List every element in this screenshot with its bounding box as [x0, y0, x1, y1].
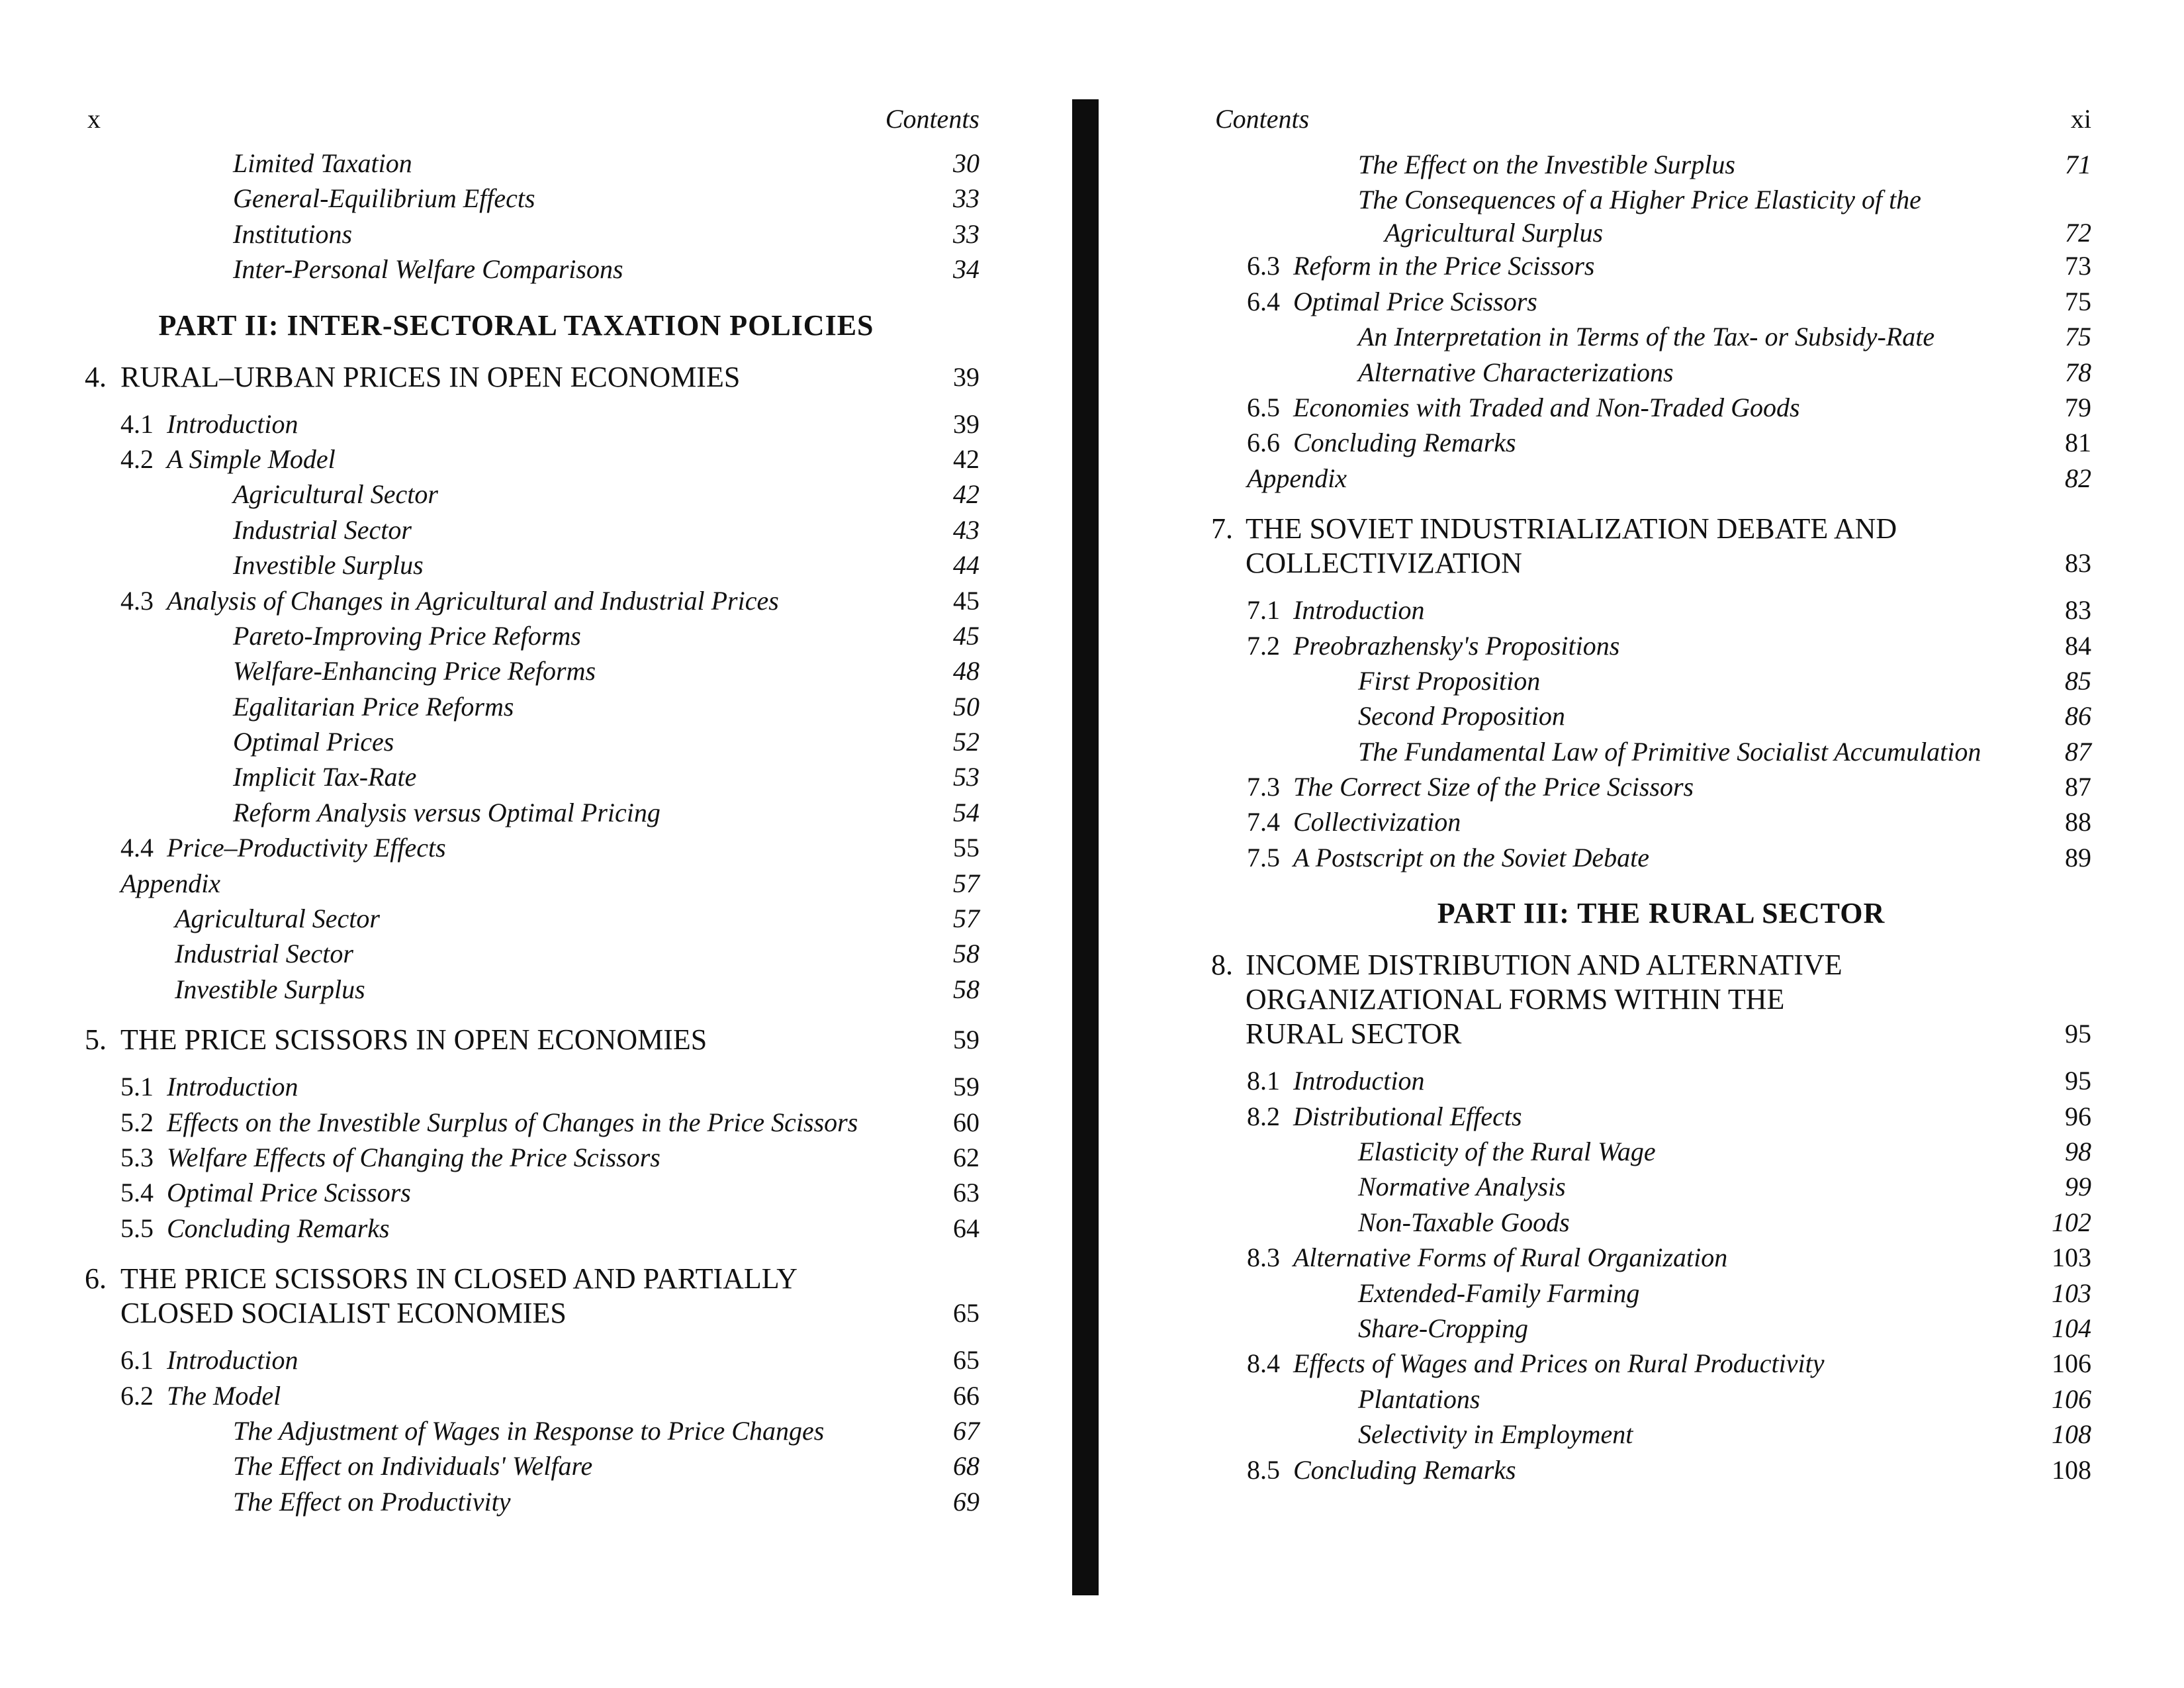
section-number: 6.5	[1247, 392, 1280, 422]
page-ref: 96	[2065, 1101, 2091, 1131]
section-entry	[0, 1342, 1059, 1378]
subsection-entry	[0, 972, 1059, 1007]
part-title: PART II: INTER-SECTORAL TAXATION POLICIES	[158, 308, 874, 342]
section-entry	[1099, 425, 2184, 460]
page-ref: 95	[2065, 1019, 2091, 1049]
subsection-entry	[0, 1413, 1059, 1448]
chapter-number: 6.	[85, 1262, 107, 1295]
section-entry	[1099, 1240, 2184, 1275]
section-title: Introduction	[167, 408, 298, 439]
section-entry	[1099, 592, 2184, 628]
chapter-title-line: RURAL–URBAN PRICES IN OPEN ECONOMIES	[120, 360, 741, 393]
chapter-title-line: COLLECTIVIZATION	[1246, 547, 1522, 580]
toc-list	[0, 146, 1059, 1519]
page-ref: 58	[953, 974, 979, 1004]
subsection-title: Reform Analysis versus Optimal Pricing	[233, 797, 660, 827]
subsection-title: Agricultural Sector	[233, 479, 438, 510]
page-ref: 60	[953, 1107, 979, 1137]
subsection-entry	[0, 1448, 1059, 1483]
page-ref: 81	[2065, 428, 2091, 458]
subsection-entry	[0, 477, 1059, 512]
section-number: 7.1	[1247, 595, 1280, 626]
subsection-entry	[0, 724, 1059, 759]
subsection-title: Industrial Sector	[233, 514, 412, 545]
subsection-entry	[1099, 1276, 2184, 1311]
subsection-title: The Effect on the Investible Surplus	[1358, 150, 1735, 179]
page-ref: 43	[953, 514, 979, 545]
subsection-title-line: Agricultural Surplus	[1385, 218, 1604, 248]
section-entry	[0, 1211, 1059, 1246]
section-number: 8.4	[1247, 1348, 1280, 1379]
chapter-title-line: CLOSED SOCIALIST ECONOMIES	[120, 1297, 567, 1330]
page-ref: 57	[953, 868, 979, 898]
section-title: Economies with Traded and Non-Traded Goods	[1293, 392, 1800, 422]
section-title: Optimal Price Scissors	[167, 1178, 411, 1208]
subsection-entry	[1099, 1169, 2184, 1204]
subsection-entry	[1099, 1417, 2184, 1452]
subsection-entry	[0, 181, 1059, 216]
subsection-entry	[1099, 1382, 2184, 1417]
section-entry	[1099, 1346, 2184, 1381]
subsection-entry	[0, 689, 1059, 724]
section-entry	[0, 830, 1059, 865]
subsection-title: Normative Analysis	[1358, 1172, 1566, 1202]
chapter-title-line: ORGANIZATIONAL FORMS WITHIN THE	[1246, 983, 1785, 1016]
section-number: 4.2	[120, 444, 154, 474]
subsection-title: Agricultural Sector	[175, 904, 380, 934]
subsection-entry	[0, 653, 1059, 688]
page-ref: 52	[953, 727, 979, 757]
right-page	[1099, 0, 2184, 1688]
section-title: Price–Productivity Effects	[167, 833, 446, 863]
subsection-title: Welfare-Enhancing Price Reforms	[233, 656, 596, 686]
section-entry	[0, 1140, 1059, 1175]
page-ref: 65	[953, 1298, 979, 1329]
section-number: 6.3	[1247, 251, 1280, 281]
toc-list	[1099, 147, 2184, 1487]
subsection-title: Extended-Family Farming	[1358, 1278, 1640, 1308]
page-ref: 106	[2052, 1383, 2091, 1414]
chapter-entry	[0, 1262, 1059, 1336]
subsection-entry	[1099, 147, 2184, 182]
page-ref: 63	[953, 1178, 979, 1208]
page-ref: 44	[953, 550, 979, 581]
section-number: 5.5	[120, 1213, 154, 1243]
page-ref: 64	[953, 1213, 979, 1243]
left-page	[0, 0, 1059, 1688]
section-number: 7.2	[1247, 630, 1280, 661]
page-ref: 53	[953, 762, 979, 792]
section-number: 8.1	[1247, 1066, 1280, 1096]
page-ref: 103	[2052, 1243, 2091, 1273]
subsection-title: Alternative Characterizations	[1358, 357, 1674, 387]
page-ref: 78	[2065, 357, 2091, 387]
page-number: xi	[2070, 104, 2091, 134]
page-ref: 39	[953, 408, 979, 439]
section-number: 8.3	[1247, 1243, 1280, 1273]
page-ref: 45	[953, 620, 979, 651]
chapter-number: 5.	[85, 1023, 107, 1056]
page-ref: 66	[953, 1380, 979, 1411]
chapter-number: 8.	[1211, 949, 1233, 982]
section-title: Collectivization	[1293, 807, 1461, 837]
subsection-entry	[1099, 734, 2184, 769]
page-ref: 85	[2065, 665, 2091, 696]
section-entry	[1099, 1099, 2184, 1134]
section-title: Preobrazhensky's Propositions	[1293, 630, 1620, 661]
page-ref: 73	[2065, 251, 2091, 281]
subsection-title: The Effect on Productivity	[233, 1486, 511, 1517]
section-title: Introduction	[1293, 1066, 1425, 1096]
section-title: Reform in the Price Scissors	[1293, 251, 1595, 281]
chapter-title-line: THE PRICE SCISSORS IN CLOSED AND PARTIALLY	[120, 1262, 798, 1295]
page-ref: 98	[2065, 1137, 2091, 1167]
page-ref: 95	[2065, 1066, 2091, 1096]
subsection-title: General-Equilibrium Effects	[233, 183, 535, 214]
subsection-entry	[1099, 663, 2184, 698]
appendix-entry	[1099, 461, 2184, 496]
section-entry	[1099, 840, 2184, 875]
part-title: PART III: THE RURAL SECTOR	[1437, 897, 1886, 930]
section-title: Distributional Effects	[1293, 1101, 1522, 1131]
subsection-entry	[0, 547, 1059, 583]
section-entry	[0, 1105, 1059, 1140]
section-number: 8.2	[1247, 1101, 1280, 1131]
part-heading	[0, 307, 1059, 344]
section-title: Concluding Remarks	[1293, 428, 1516, 458]
page-ref: 59	[953, 1025, 979, 1055]
subsection-entry	[0, 936, 1059, 971]
section-title: Introduction	[1293, 595, 1425, 626]
section-entry	[0, 406, 1059, 442]
section-entry	[1099, 1452, 2184, 1487]
section-entry	[0, 442, 1059, 477]
subsection-title: Industrial Sector	[175, 939, 353, 969]
section-title: A Simple Model	[167, 444, 336, 474]
page-ref: 104	[2052, 1313, 2091, 1343]
page-ref: 34	[953, 254, 979, 285]
subsection-title: Limited Taxation	[233, 148, 412, 178]
subsection-title: Non-Taxable Goods	[1358, 1207, 1570, 1237]
subsection-entry	[0, 252, 1059, 287]
page-ref: 39	[953, 361, 979, 392]
page-ref: 102	[2052, 1207, 2091, 1237]
page-ref: 55	[953, 833, 979, 863]
appendix-entry	[0, 866, 1059, 901]
section-entry	[0, 1069, 1059, 1104]
page-ref: 68	[953, 1451, 979, 1481]
section-title: A Postscript on the Soviet Debate	[1293, 842, 1650, 872]
page-ref: 83	[2065, 548, 2091, 579]
subsection-title: The Adjustment of Wages in Response to Price Changes	[233, 1415, 825, 1446]
subsection-entry	[1099, 1205, 2184, 1240]
section-entry	[1099, 628, 2184, 663]
page-ref: 108	[2052, 1419, 2091, 1450]
page-ref: 57	[953, 904, 979, 934]
section-number: 5.1	[120, 1072, 154, 1102]
section-title: The Correct Size of the Price Scissors	[1293, 772, 1694, 802]
page-number: x	[87, 104, 101, 134]
page-ref: 67	[953, 1415, 979, 1446]
subsection-entry	[1099, 1134, 2184, 1169]
chapter-entry	[0, 1023, 1059, 1062]
subsection-entry	[0, 216, 1059, 252]
subsection-title: Institutions	[233, 218, 353, 249]
chapter-title-line: THE SOVIET INDUSTRIALIZATION DEBATE AND	[1246, 512, 1897, 545]
page-ref: 30	[953, 148, 979, 178]
chapter-title-line: INCOME DISTRIBUTION AND ALTERNATIVE	[1246, 949, 1843, 982]
page-ref: 69	[953, 1486, 979, 1517]
book-gutter	[1072, 99, 1099, 1595]
subsection-title: Second Proposition	[1358, 701, 1565, 731]
appendix-title: Appendix	[1247, 463, 1347, 493]
page-ref: 75	[2065, 286, 2091, 316]
page-ref: 59	[953, 1072, 979, 1102]
subsection-entry	[1099, 355, 2184, 390]
subsection-title: The Fundamental Law of Primitive Socialist Accumulation	[1358, 736, 1981, 767]
section-number: 7.3	[1247, 772, 1280, 802]
subsection-entry	[1099, 182, 2184, 248]
subsection-entry	[0, 618, 1059, 653]
section-number: 4.1	[120, 408, 154, 439]
page-ref: 83	[2065, 595, 2091, 626]
section-number: 5.4	[120, 1178, 154, 1208]
section-title: Introduction	[167, 1072, 298, 1102]
section-entry	[1099, 248, 2184, 283]
page-ref: 84	[2065, 630, 2091, 661]
running-head: Contents	[885, 104, 979, 134]
chapter-title-line: RURAL SECTOR	[1246, 1017, 1462, 1051]
page-ref: 82	[2065, 463, 2091, 493]
page-ref: 75	[2065, 322, 2091, 352]
page-ref: 33	[953, 218, 979, 249]
page-ref: 72	[2065, 218, 2091, 248]
section-number: 5.2	[120, 1107, 154, 1137]
page-ref: 99	[2065, 1172, 2091, 1202]
section-entry	[1099, 1063, 2184, 1098]
section-title: Effects of Wages and Prices on Rural Productivity	[1293, 1348, 1825, 1379]
section-entry	[1099, 390, 2184, 425]
subsection-title: Elasticity of the Rural Wage	[1358, 1137, 1656, 1167]
page-ref: 88	[2065, 807, 2091, 837]
subsection-title: Pareto-Improving Price Reforms	[233, 620, 581, 651]
page-ref: 62	[953, 1142, 979, 1172]
page-ref: 65	[953, 1345, 979, 1376]
section-entry	[1099, 769, 2184, 804]
subsection-entry	[0, 1484, 1059, 1519]
subsection-title: Investible Surplus	[175, 974, 365, 1004]
subsection-title: Investible Surplus	[233, 550, 424, 581]
page-ref: 89	[2065, 842, 2091, 872]
page-ref: 86	[2065, 701, 2091, 731]
subsection-title: First Proposition	[1358, 665, 1541, 696]
page-ref: 58	[953, 939, 979, 969]
section-number: 6.2	[120, 1380, 154, 1411]
section-title: Concluding Remarks	[167, 1213, 390, 1243]
section-number: 6.4	[1247, 286, 1280, 316]
subsection-title: Share-Cropping	[1358, 1313, 1529, 1343]
section-number: 5.3	[120, 1142, 154, 1172]
subsection-entry	[0, 512, 1059, 547]
section-title: Concluding Remarks	[1293, 1454, 1516, 1485]
page-ref: 108	[2052, 1454, 2091, 1485]
page-ref: 71	[2065, 150, 2091, 179]
chapter-title-line: THE PRICE SCISSORS IN OPEN ECONOMIES	[120, 1023, 707, 1056]
section-title: Optimal Price Scissors	[1293, 286, 1537, 316]
subsection-title: The Effect on Individuals' Welfare	[233, 1451, 593, 1481]
subsection-entry	[1099, 698, 2184, 733]
section-entry	[0, 1378, 1059, 1413]
section-title: Welfare Effects of Changing the Price Scissors	[167, 1142, 660, 1172]
section-entry	[0, 1175, 1059, 1210]
subsection-title: Implicit Tax-Rate	[233, 762, 417, 792]
subsection-entry	[0, 759, 1059, 794]
subsection-entry	[0, 795, 1059, 830]
page-ref: 48	[953, 656, 979, 686]
section-entry	[1099, 284, 2184, 319]
chapter-entry	[1099, 512, 2184, 586]
page-ref: 33	[953, 183, 979, 214]
page-ref: 54	[953, 797, 979, 827]
section-title: Introduction	[167, 1345, 298, 1376]
section-title: The Model	[167, 1380, 281, 1411]
subsection-entry	[0, 146, 1059, 181]
page-ref: 87	[2065, 736, 2091, 767]
section-number: 4.3	[120, 585, 154, 616]
page-ref: 103	[2052, 1278, 2091, 1308]
page-ref: 79	[2065, 392, 2091, 422]
section-number: 6.6	[1247, 428, 1280, 458]
subsection-entry	[0, 901, 1059, 936]
chapter-number: 4.	[85, 360, 107, 393]
subsection-title: Plantations	[1358, 1383, 1480, 1414]
section-number: 8.5	[1247, 1454, 1280, 1485]
section-number: 4.4	[120, 833, 154, 863]
page-ref: 87	[2065, 772, 2091, 802]
subsection-title: An Interpretation in Terms of the Tax- or Subsidy-Rate	[1358, 322, 1935, 352]
chapter-entry	[0, 360, 1059, 400]
subsection-entry	[1099, 1311, 2184, 1346]
page-ref: 106	[2052, 1348, 2091, 1379]
page-ref: 42	[953, 479, 979, 510]
section-number: 6.1	[120, 1345, 154, 1376]
chapter-entry	[1099, 948, 2184, 1056]
subsection-entry	[1099, 319, 2184, 354]
appendix-title: Appendix	[120, 868, 221, 898]
page-ref: 50	[953, 691, 979, 722]
page-ref: 42	[953, 444, 979, 474]
part-heading	[1099, 895, 2184, 932]
page-ref: 45	[953, 585, 979, 616]
running-head: Contents	[1215, 104, 1310, 134]
subsection-title: Inter-Personal Welfare Comparisons	[233, 254, 623, 285]
section-entry	[1099, 804, 2184, 839]
subsection-title-line: The Consequences of a Higher Price Elasticity of the	[1358, 185, 1921, 215]
section-number: 7.4	[1247, 807, 1280, 837]
section-entry	[0, 583, 1059, 618]
section-title: Analysis of Changes in Agricultural and Industrial Prices	[167, 585, 779, 616]
subsection-title: Optimal Prices	[233, 727, 394, 757]
subsection-title: Egalitarian Price Reforms	[233, 691, 514, 722]
section-number: 7.5	[1247, 842, 1280, 872]
chapter-number: 7.	[1211, 512, 1233, 545]
section-title: Effects on the Investible Surplus of Changes in the Price Scissors	[167, 1107, 858, 1137]
subsection-title: Selectivity in Employment	[1358, 1419, 1633, 1450]
section-title: Alternative Forms of Rural Organization	[1293, 1243, 1728, 1273]
